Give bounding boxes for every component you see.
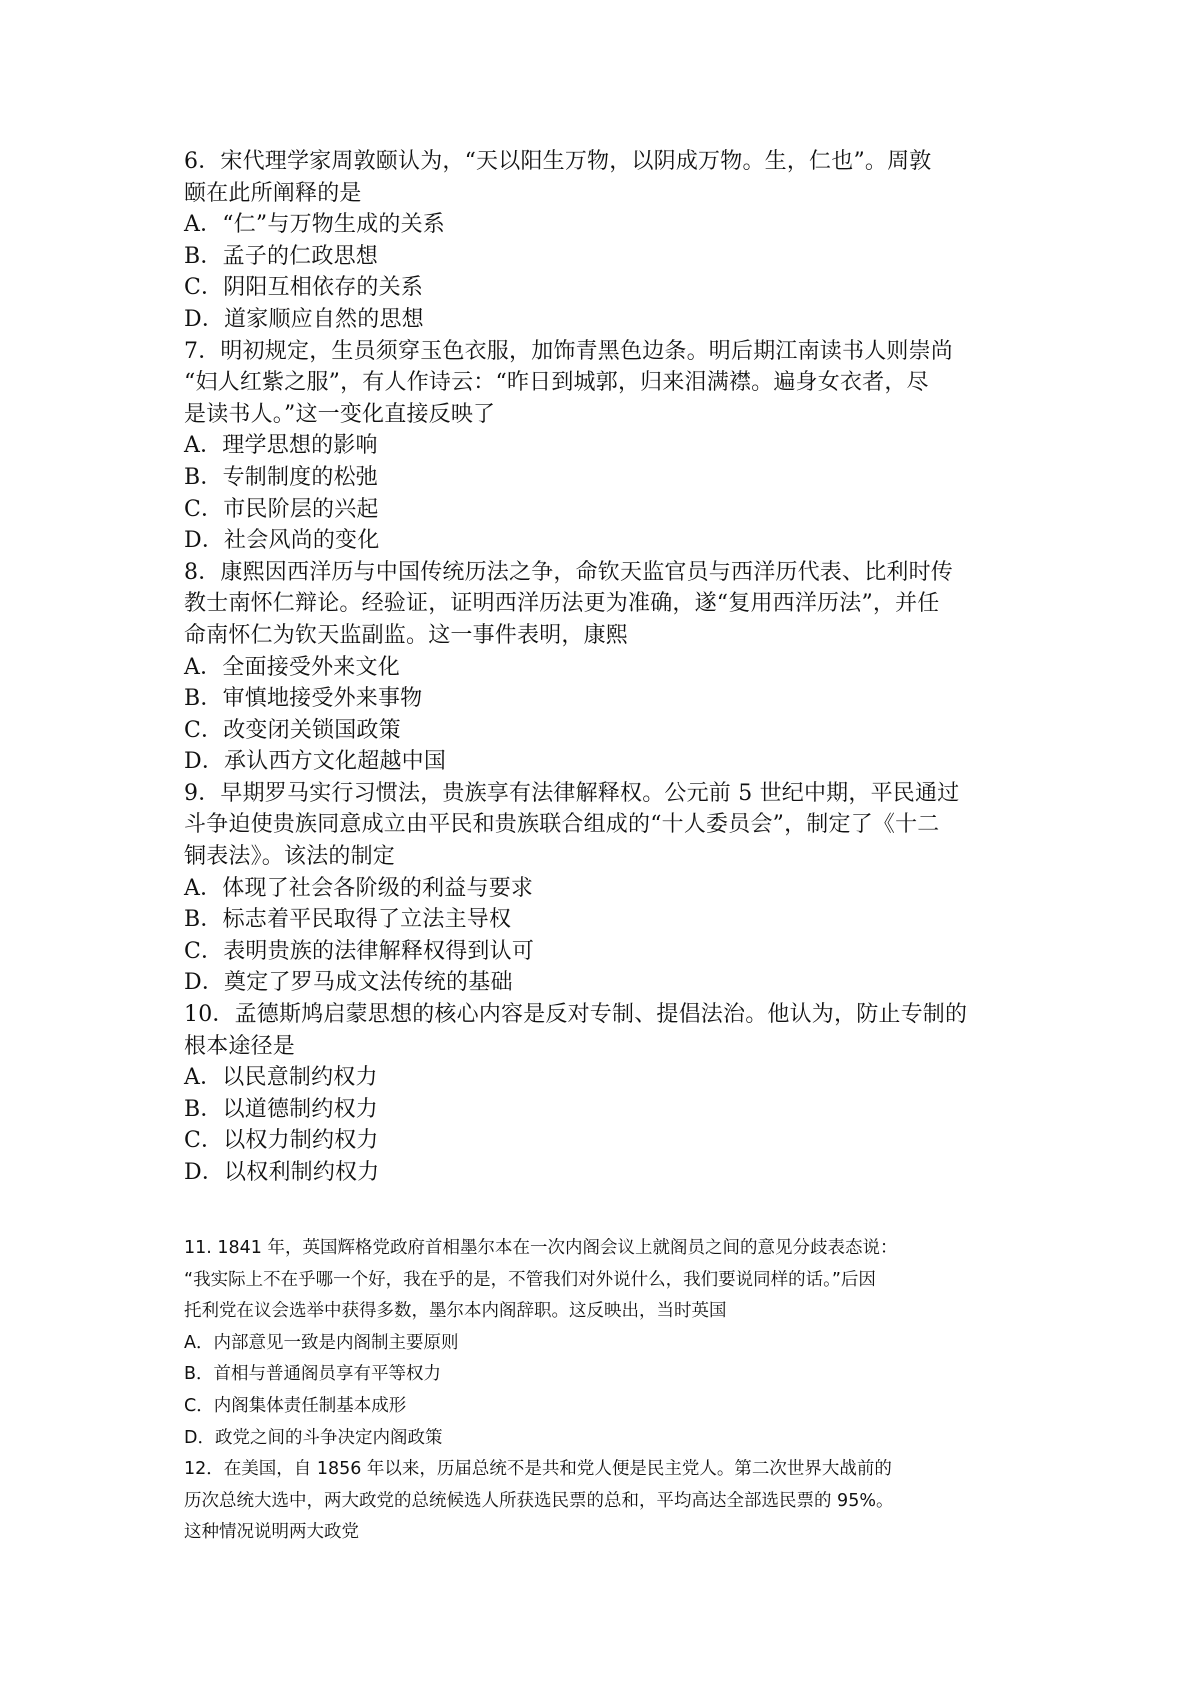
question-stem-line: 命南怀仁为钦天监副监。这一事件表明，康熙	[184, 622, 629, 648]
answer-option: A．以民意制约权力	[184, 1065, 378, 1091]
question-stem-line: “我实际上不在乎哪一个好，我在乎的是，不管我们对外说什么，我们要说同样的话。”后因	[184, 1269, 876, 1290]
answer-option: D．政党之间的斗争决定内阁政策	[184, 1427, 443, 1448]
question	[184, 557, 1044, 778]
question	[184, 1233, 1044, 1454]
answer-option: C．改变闭关锁国政策	[184, 717, 401, 743]
question-stem-line: 历次总统大选中，两大政党的总统候选人所获选民票的总和，平均高达全部选民票的 95%。	[184, 1490, 894, 1511]
answer-option: B．审慎地接受外来事物	[184, 686, 423, 712]
question-stem-line: 6．宋代理学家周敦颐认为，“天以阳生万物，以阴成万物。生，仁也”。周敦	[184, 149, 932, 174]
question-stem-line: 斗争迫使贵族同意成立由平民和贵族联合组成的“十人委员会”，制定了《十二	[184, 812, 940, 838]
question	[184, 146, 1044, 336]
answer-option: D．道家顺应自然的思想	[184, 306, 424, 332]
question-stem-line: 托利党在议会选举中获得多数，墨尔本内阁辞职。这反映出，当时英国	[184, 1301, 727, 1322]
answer-option: C．表明贵族的法律解释权得到认可	[184, 938, 535, 964]
question	[184, 999, 1044, 1189]
question-stem-line: “妇人红紫之服”，有人作诗云：“昨日到城郭，归来泪满襟。遍身女衣者，尽	[184, 370, 929, 396]
answer-option: D．承认西方文化超越中国	[184, 749, 447, 775]
answer-option: D．社会风尚的变化	[184, 528, 380, 554]
question-stem-line: 8．康熙因西洋历与中国传统历法之争，命钦天监官员与西洋历代表、比利时传	[184, 559, 953, 585]
answer-option: C．内阁集体责任制基本成形	[184, 1395, 407, 1416]
question-stem-line: 11. 1841 年，英国辉格党政府首相墨尔本在一次内阁会议上就阁员之间的意见分歧表态说：	[184, 1238, 898, 1258]
question-stem-line: 7．明初规定，生员须穿玉色衣服，加饰青黑色边条。明后期江南读书人则崇尚	[184, 338, 953, 364]
questions-block-sans	[184, 1233, 1044, 1549]
answer-option: C．市民阶层的兴起	[184, 496, 379, 522]
answer-options	[184, 430, 1044, 556]
question-stem-line: 教士南怀仁辩论。经验证，证明西洋历法更为准确，遂“复用西洋历法”，并任	[184, 591, 940, 617]
answer-options	[184, 873, 1044, 999]
answer-option: B．孟子的仁政思想	[184, 243, 378, 269]
answer-option: B．专制制度的松弛	[184, 464, 378, 490]
answer-option: A．体现了社会各阶级的利益与要求	[184, 875, 534, 901]
answer-option: A．内部意见一致是内阁制主要原则	[184, 1332, 459, 1353]
answer-options	[184, 1328, 1044, 1454]
question-stem-line: 12．在美国，自 1856 年以来，历届总统不是共和党人便是民主党人。第二次世界大战前的	[184, 1459, 892, 1480]
answer-options	[184, 209, 1044, 335]
question-stem-line: 10．孟德斯鸠启蒙思想的核心内容是反对专制、提倡法治。他认为，防止专制的	[184, 1002, 968, 1028]
question-stem-line: 根本途径是	[184, 1033, 296, 1059]
answer-options	[184, 1062, 1044, 1188]
question	[184, 778, 1044, 999]
answer-option: D．奠定了罗马成文法传统的基础	[184, 970, 513, 996]
answer-option: A．全面接受外来文化	[184, 654, 400, 680]
questions-block-serif	[184, 146, 1044, 1189]
question-stem-line: 9．早期罗马实行习惯法，贵族享有法律解释权。公元前 5 世纪中期，平民通过	[184, 780, 960, 806]
question-stem-line: 铜表法》。该法的制定	[184, 844, 396, 870]
answer-option: B．以道德制约权力	[184, 1096, 378, 1122]
answer-option: A．“仁”与万物生成的关系	[184, 212, 445, 238]
answer-options	[184, 652, 1044, 778]
answer-option: D．以权利制约权力	[184, 1160, 380, 1185]
answer-option: A．理学思想的影响	[184, 433, 378, 459]
answer-option: C．以权力制约权力	[184, 1128, 379, 1154]
question-stem-line: 这种情况说明两大政党	[184, 1522, 359, 1543]
answer-option: B．首相与普通阁员享有平等权力	[184, 1364, 442, 1385]
answer-option: C．阴阳互相依存的关系	[184, 275, 424, 301]
question-stem-line: 颐在此所阐释的是	[184, 180, 362, 206]
answer-option: B．标志着平民取得了立法主导权	[184, 907, 512, 933]
question	[184, 1454, 1044, 1549]
question	[184, 336, 1044, 557]
question-stem-line: 是读书人。”这一变化直接反映了	[184, 401, 496, 427]
